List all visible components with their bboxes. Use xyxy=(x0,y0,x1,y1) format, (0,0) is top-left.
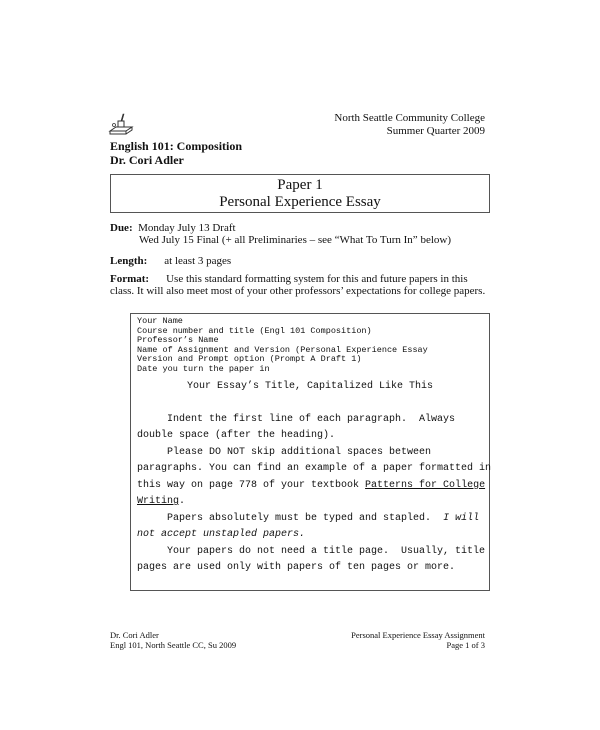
sample-paragraph-3 xyxy=(137,511,487,544)
sample-heading-line: Course number and title (Engl 101 Composition) xyxy=(137,325,372,336)
sample-paragraph-2-text: Please DO NOT skip additional spaces between paragraphs. You can find an example of a paper formatted in this way on page 778 of your textbook xyxy=(137,447,492,491)
due-draft: Monday July 13 Draft xyxy=(138,222,236,234)
sample-paragraph-1: Indent the first line of each paragraph. Always double space (after the heading). xyxy=(137,414,456,442)
footer-author: Dr. Cori Adler xyxy=(110,630,159,640)
format-text: Use this standard formatting system for this and future papers in this class. It will also meet most of your other professors’ expectations for college papers. xyxy=(110,273,486,297)
page-number: Page 1 of 3 xyxy=(446,640,485,650)
sample-paragraph-2-end: . xyxy=(179,496,186,508)
footer-right xyxy=(351,630,485,650)
term: Summer Quarter 2009 xyxy=(386,125,485,137)
sample-paragraph-4: Your papers do not need a title page. Usually, title pages are used only with papers of ten pages or more. xyxy=(137,546,486,574)
length-value: at least 3 pages xyxy=(164,255,232,267)
textbook-title: Patterns for College xyxy=(365,479,486,491)
sample-heading-line: Professor’s Name xyxy=(137,335,219,346)
sample-heading-line: Date you turn the paper in xyxy=(137,363,270,374)
stapled-warning: I will xyxy=(443,513,480,524)
due-final: Wed July 15 Final (+ all Preliminaries – see “What To Turn In” below) xyxy=(139,234,451,246)
length-label: Length: xyxy=(110,255,148,267)
stapled-warning-cont: not accept unstapled papers. xyxy=(137,529,306,541)
sample-paragraph-2 xyxy=(137,445,492,511)
assignment-title-box xyxy=(110,174,490,213)
format-section xyxy=(110,273,490,297)
sample-heading xyxy=(137,317,428,375)
college-name: North Seattle Community College xyxy=(334,112,485,124)
course-block xyxy=(110,139,242,167)
instructor-name: Dr. Cori Adler xyxy=(110,153,184,167)
course-title: English 101: Composition xyxy=(110,139,243,153)
formatted-paper-sample xyxy=(130,313,490,591)
length-section xyxy=(110,255,490,267)
essay-type: Personal Experience Essay xyxy=(219,194,381,210)
footer-course: Engl 101, North Seattle CC, Su 2009 xyxy=(110,640,237,650)
desk-writing-icon xyxy=(108,112,134,138)
due-label: Due: xyxy=(110,222,133,234)
format-label: Format: xyxy=(110,273,150,285)
footer-doc-title: Personal Experience Essay Assignment xyxy=(351,630,485,640)
sample-paragraph-3-text: Papers absolutely must be typed and stapled. xyxy=(137,513,444,524)
due-section xyxy=(110,222,490,246)
textbook-title-cont: Writing xyxy=(137,496,180,508)
sample-heading-line: Name of Assignment and Version (Personal Experience Essay xyxy=(137,344,428,355)
paper-number: Paper 1 xyxy=(277,177,323,193)
sample-heading-line: Version and Prompt option (Prompt A Draft 1) xyxy=(137,354,362,365)
footer-left xyxy=(110,630,236,650)
sample-essay-title: Your Essay’s Title, Capitalized Like This xyxy=(186,381,434,392)
college-header xyxy=(334,112,485,138)
sample-heading-line: Your Name xyxy=(137,316,183,326)
